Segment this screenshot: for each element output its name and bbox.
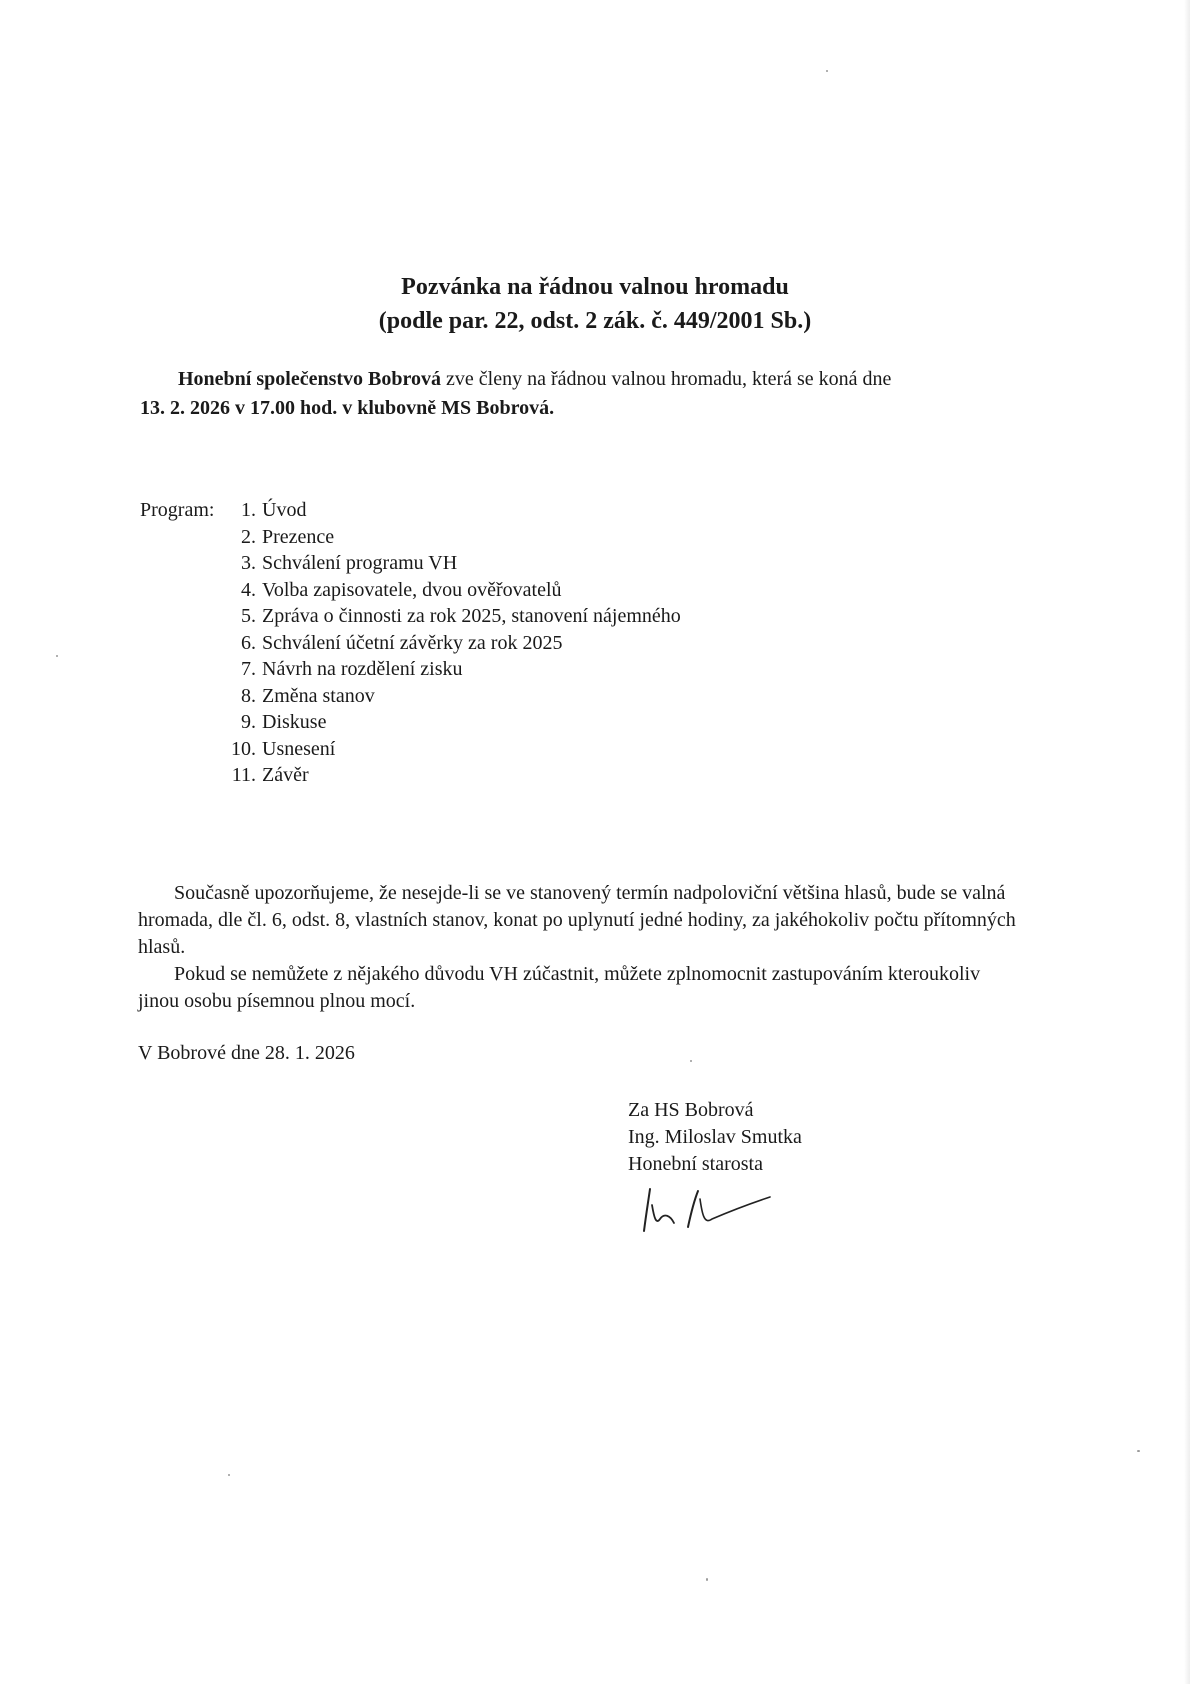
title-line-1: Pozvánka na řádnou valnou hromadu (401, 274, 789, 300)
scan-speck (56, 655, 58, 657)
scan-edge-shadow (1184, 0, 1190, 1684)
list-item (140, 656, 681, 683)
list-item (140, 497, 681, 524)
list-item (140, 603, 681, 630)
intro-paragraph (140, 365, 1020, 423)
list-item (140, 550, 681, 577)
item-text: Úvod (262, 499, 307, 521)
item-number: 9. (241, 711, 256, 733)
item-number: 11. (231, 764, 256, 786)
title-line-2: (podle par. 22, odst. 2 zák. č. 449/2001 Sb.) (378, 308, 812, 334)
program-label: Program: (140, 499, 215, 521)
scan-speck (706, 1578, 708, 1581)
scan-speck (826, 70, 828, 72)
handwritten-signature (636, 1185, 776, 1235)
item-number: 1. (241, 499, 256, 521)
item-number: 5. (241, 605, 256, 627)
list-item (140, 736, 681, 763)
list-item (140, 577, 681, 604)
item-text: Schválení účetní závěrky za rok 2025 (262, 631, 563, 654)
signature-block (628, 1097, 802, 1178)
item-text: Změna stanov (262, 684, 375, 707)
signatory-org: Za HS Bobrová (628, 1099, 754, 1121)
list-item (140, 683, 681, 710)
proxy-notice: Pokud se nemůžete z nějakého důvodu VH zúčastnit, můžete zplnomocnit zastupováním kteroukoliv jinou osobu písemnou plnou mocí. (138, 963, 981, 1012)
list-item (140, 709, 681, 736)
item-text: Prezence (262, 525, 335, 548)
meeting-datetime-place: 13. 2. 2026 v 17.00 hod. v klubovně MS Bobrová. (140, 397, 555, 419)
list-item (140, 630, 681, 657)
item-text: Zpráva o činnosti za rok 2025, stanovení nájemného (262, 605, 681, 627)
item-text: Volba zapisovatele, dvou ověřovatelů (262, 578, 562, 601)
signatory-name: Ing. Miloslav Smutka (628, 1126, 802, 1148)
item-number: 7. (241, 658, 256, 680)
item-text: Závěr (262, 764, 309, 786)
item-number: 2. (241, 525, 256, 548)
scan-speck (228, 1474, 230, 1476)
scan-speck (690, 1060, 692, 1062)
item-text: Usnesení (262, 737, 336, 760)
item-text: Diskuse (262, 711, 327, 733)
organization-name: Honební společenstvo Bobrová (178, 368, 441, 390)
scan-speck (1137, 1450, 1140, 1452)
notice-section (138, 880, 1018, 1015)
place-date: V Bobrové dne 28. 1. 2026 (138, 1042, 355, 1064)
item-number: 3. (241, 552, 256, 574)
item-text: Schválení programu VH (262, 552, 458, 574)
list-item (140, 762, 681, 789)
item-number: 8. (241, 684, 256, 707)
list-item (140, 524, 681, 551)
item-text: Návrh na rozdělení zisku (262, 658, 463, 680)
intro-text: zve členy na řádnou valnou hromadu, která se koná dne (441, 368, 892, 390)
program-list (140, 497, 681, 789)
document-title (0, 270, 1190, 338)
item-number: 10. (231, 737, 256, 760)
item-number: 4. (241, 578, 256, 601)
signatory-role: Honební starosta (628, 1153, 763, 1175)
item-number: 6. (241, 631, 256, 654)
quorum-notice: Současně upozorňujeme, že nesejde-li se ve stanovený termín nadpoloviční většina hlasů, bude se valná hromada, dle čl. 6, odst. 8, vlastních stanov, konat po uplynutí jedné hodiny, za jakéhokoliv počtu přítomných hlasů. (138, 882, 1016, 958)
